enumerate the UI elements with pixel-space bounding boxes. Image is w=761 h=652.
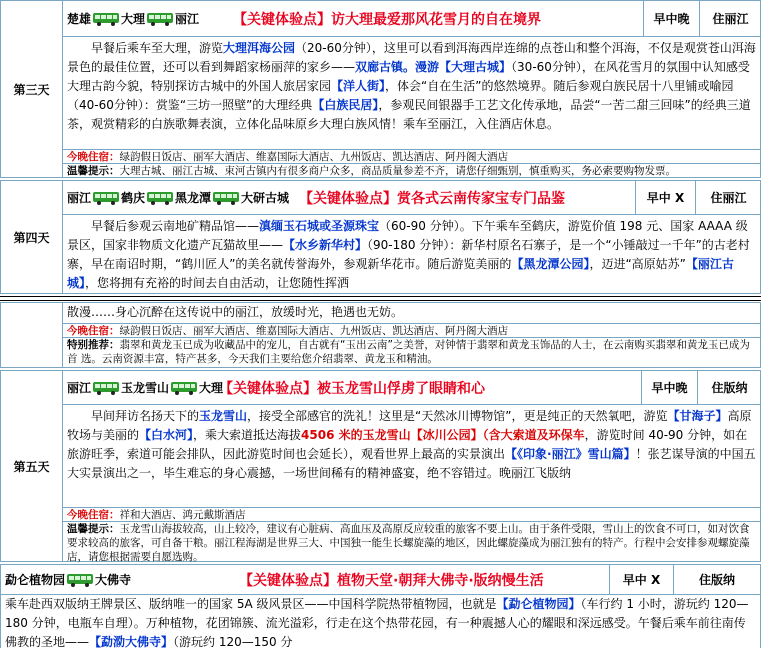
text: （60-90 分钟）。下午乘车至鹤庆，游览价值 198 元、国家 AAAA 级景区，国家非物质文化遗产瓦猫故里—— (67, 219, 748, 252)
text: （20-60分钟），这里可以看到洱海西岸连绵的点苍山和整个洱海，不仅是观赏苍山洱海景色的最佳位置，还可以看到舞蹈家杨丽萍的家乡—— (67, 41, 756, 74)
sight: 滇缅玉石城或圣源珠宝 (259, 219, 380, 233)
tip-row (63, 521, 760, 561)
sight: 大理洱海公园 (223, 41, 296, 55)
bus-icon (213, 191, 239, 205)
tip-row (63, 163, 760, 177)
text: （游玩约 120—150 分 (173, 635, 293, 649)
meal-info: 早中 X (609, 565, 673, 594)
sight: 【《印象·丽江》雪山篇】 (505, 447, 636, 461)
route (67, 181, 289, 214)
day-label: 第四天 (1, 181, 63, 293)
meal-info: 早中晚 (641, 371, 697, 404)
text: 早间拜访名扬天下的 (91, 409, 200, 423)
bus-icon (93, 381, 119, 395)
sight: 【白族民居】 (312, 98, 379, 112)
day-header (63, 181, 760, 215)
tip-text: 玉龙雪山海拔较高，山上较冷，建议有心脏病、高血压及高原反应较重的旅客不要上山。由于条件受限，雪山上的饮食不可口，如对饮食要求较高的旅客，可自备干粮。丽江程海湖是世界三大、中国独一能生长螺旋藻的地区，因此螺旋藻成为丽江独有的特产。行程中会安排参观螺旋藻店，请您根据需要自愿选购。 (67, 523, 750, 563)
stay-label: 今晚住宿： (67, 151, 120, 163)
bus-icon (67, 573, 93, 587)
day-label: 第三天 (1, 1, 63, 177)
key-experience: 【关键体验点】植物天堂·朝拜大佛寺·版纳慢生活 (239, 572, 544, 589)
meal-info: 早中 X (635, 181, 695, 214)
text: ！张艺谋导演的中国五大实景演出之一，毕生难忘的身心震撼，一场世间稀有的精神盛宴，绝不容错过。晚丽江飞版纳 (67, 447, 756, 480)
bus-icon (93, 12, 119, 26)
bus-icon (93, 191, 119, 205)
stay-row (63, 149, 760, 163)
text: 乘车赴西双版纳王牌景区、版纳唯一的国家 5A 级风景区——中国科学院热带植物园，也就是 (5, 597, 497, 611)
text: ，您将拥有充裕的时间去自由活动，让您随性挥洒 (85, 276, 350, 290)
recommend-text: 翡翠和黄龙玉已成为收藏品中的宠儿，自古就有“玉出云南”之美誉，对钟情于翡翠和黄龙玉饰品的人士，在云南购买翡翠和黄龙玉已成为首 选。云南资源丰富，特产甚多，今天我们主要给您介绍翡翠、黄龙玉和精油。 (67, 339, 750, 365)
sight: 玉龙雪山 (199, 409, 248, 423)
bus-icon (147, 191, 173, 205)
stay-label: 今晚住宿： (67, 325, 120, 337)
route-stop: 鹤庆 (121, 191, 146, 205)
text: ，游览时间 40-90 分钟，如在旅游旺季，索道可能会排队，因此游览时间也会延长），观看世界上最高的实景演出 (67, 428, 748, 461)
sight: 【水乡新华村】 (283, 238, 368, 252)
day-header (1, 565, 760, 595)
route-stop: 丽江 (175, 12, 200, 26)
day-label-blank (1, 303, 63, 367)
day-description (63, 39, 760, 151)
text: ，乘大索道抵达海拔 (193, 428, 302, 442)
sight: 【甘海子】 (667, 409, 728, 423)
day-description-cont: 散漫……身心沉醉在这传说中的丽江，放缓时光，艳遇也无妨。 (67, 305, 404, 319)
sight: 【洋人街】 (331, 79, 386, 93)
stay-text: 祥和大酒店、鸿元戴斯酒店 (119, 509, 246, 521)
stay-label: 今晚住宿： (67, 509, 120, 521)
route-stop: 楚雄 (67, 12, 92, 26)
stay-row (63, 323, 760, 337)
key-experience: 【关键体验点】被玉龙雪山俘虏了眼睛和心 (219, 380, 485, 397)
day4-section (0, 180, 761, 294)
route-stop: 勐仑植物园 (5, 573, 66, 587)
tip-label: 温馨提示： (67, 165, 120, 177)
recommend-row (63, 337, 760, 367)
meal-info: 早中晚 (643, 1, 699, 36)
day-header (63, 371, 760, 405)
key-experience: 【关键体验点】访大理最爱那风花雪月的自在境界 (233, 11, 541, 28)
day-description (63, 217, 760, 293)
route-stop: 丽江 (67, 381, 92, 395)
sight: 【勐仑植物园】 (496, 597, 581, 611)
stay-row (63, 507, 760, 521)
text: 早餐后乘车至大理，游览 (91, 41, 224, 55)
hotel-info: 住版纳 (697, 371, 761, 404)
bus-icon (147, 12, 173, 26)
day-description (63, 407, 760, 507)
text: ，迈进“高原姑苏” (589, 257, 686, 271)
tip-label: 温馨提示： (67, 523, 120, 535)
day5-section (0, 370, 761, 562)
route-stop: 丽江 (67, 191, 92, 205)
route (67, 371, 223, 404)
sight: 【黑龙潭公园】 (511, 257, 590, 271)
sight: 双廊古镇。漫游 (355, 60, 440, 74)
sight: 【白水河】 (139, 428, 194, 442)
text: （车行约 1 小时，游玩约 120—180 分钟，电瓶车自理）。万种植物，花团锦簇、流光溢彩，行走在这个热带花园，有一种震撼人心的耀眼和深远感受。午餐后乘车前往南传佛教的圣地—— (5, 597, 749, 649)
sight: 【丽江古城】 (67, 257, 734, 290)
text: ，参观民间银器手工艺文化传承地，品尝“一苦二甜三回味”的经典三道茶，观赏精彩的白族歌舞表演，立体化品味原乡大理白族风情！乘车至丽江，入住酒店休息。 (67, 98, 751, 131)
key-experience: 【关键体验点】赏各式云南传家宝专门品鉴 (299, 190, 565, 207)
day6-section (0, 564, 761, 648)
day-label: 第五天 (1, 371, 63, 561)
day-header (63, 1, 760, 37)
hotel-info: 住丽江 (695, 181, 761, 214)
text: （30-60分钟），在风花雪月的氛围中认知感受大理古韵今貌，特别探访古城中的外国人旅居家园 (67, 60, 750, 93)
route (67, 1, 199, 36)
route-stop: 大理 (199, 381, 224, 395)
hotel-info: 住丽江 (699, 1, 761, 36)
route-stop: 黑龙潭 (175, 191, 212, 205)
day-description (1, 595, 760, 649)
text: ，体会“自在生活”的悠然境界。随后参观白族民居十八里铺或喻园（40-60分钟）：赏鉴“三坊一照壁”的大理经典 (67, 79, 734, 112)
stay-text: 绿韵假日饭店、丽军大酒店、维嘉国际大酒店、九州饭店、凯达酒店、阿丹阁大酒店 (119, 325, 508, 337)
text: ，接受全部感官的洗礼！这里是“天然冰川博物馆”，更是纯正的天然氧吧，游览 (247, 409, 668, 423)
route-stop: 大理 (121, 12, 146, 26)
route-stop: 玉龙雪山 (121, 381, 170, 395)
text: 早餐后参观云南地矿精品馆—— (91, 219, 260, 233)
highlight: 4506 米的玉龙雪山【冰川公园】（含大索道及环保车 (301, 428, 585, 442)
page-break (0, 296, 761, 301)
day3-section (0, 0, 761, 178)
route-stop: 大佛寺 (95, 573, 132, 587)
tip-text: 大理古城、丽江古城、束河古镇内有很多商户众多，商品质量参差不齐，请您仔细甄别，慎重购买，务必索要购物发票。 (119, 165, 676, 177)
hotel-info: 住版纳 (673, 565, 760, 594)
route-stop: 大研古城 (241, 191, 290, 205)
bus-icon (171, 381, 197, 395)
recommend-label: 特别推荐： (67, 339, 120, 351)
text: （90-180 分钟）：新华村原名石寨子，是一个“小锤敲过一千年”的古老村寨，早在南诏时期，“鹤川匠人”的美名就传誉海外，参观新华花市。随后游览美丽的 (67, 238, 750, 271)
sight: 【大理古城】 (439, 60, 512, 74)
sight: 【勐泐大佛寺】 (89, 635, 174, 649)
day4-continued (0, 302, 761, 368)
stay-text: 绿韵假日饭店、丽军大酒店、维嘉国际大酒店、九州饭店、凯达酒店、阿丹阁大酒店 (119, 151, 508, 163)
route (5, 565, 131, 594)
text: 高原牧场与美丽的 (67, 409, 752, 442)
